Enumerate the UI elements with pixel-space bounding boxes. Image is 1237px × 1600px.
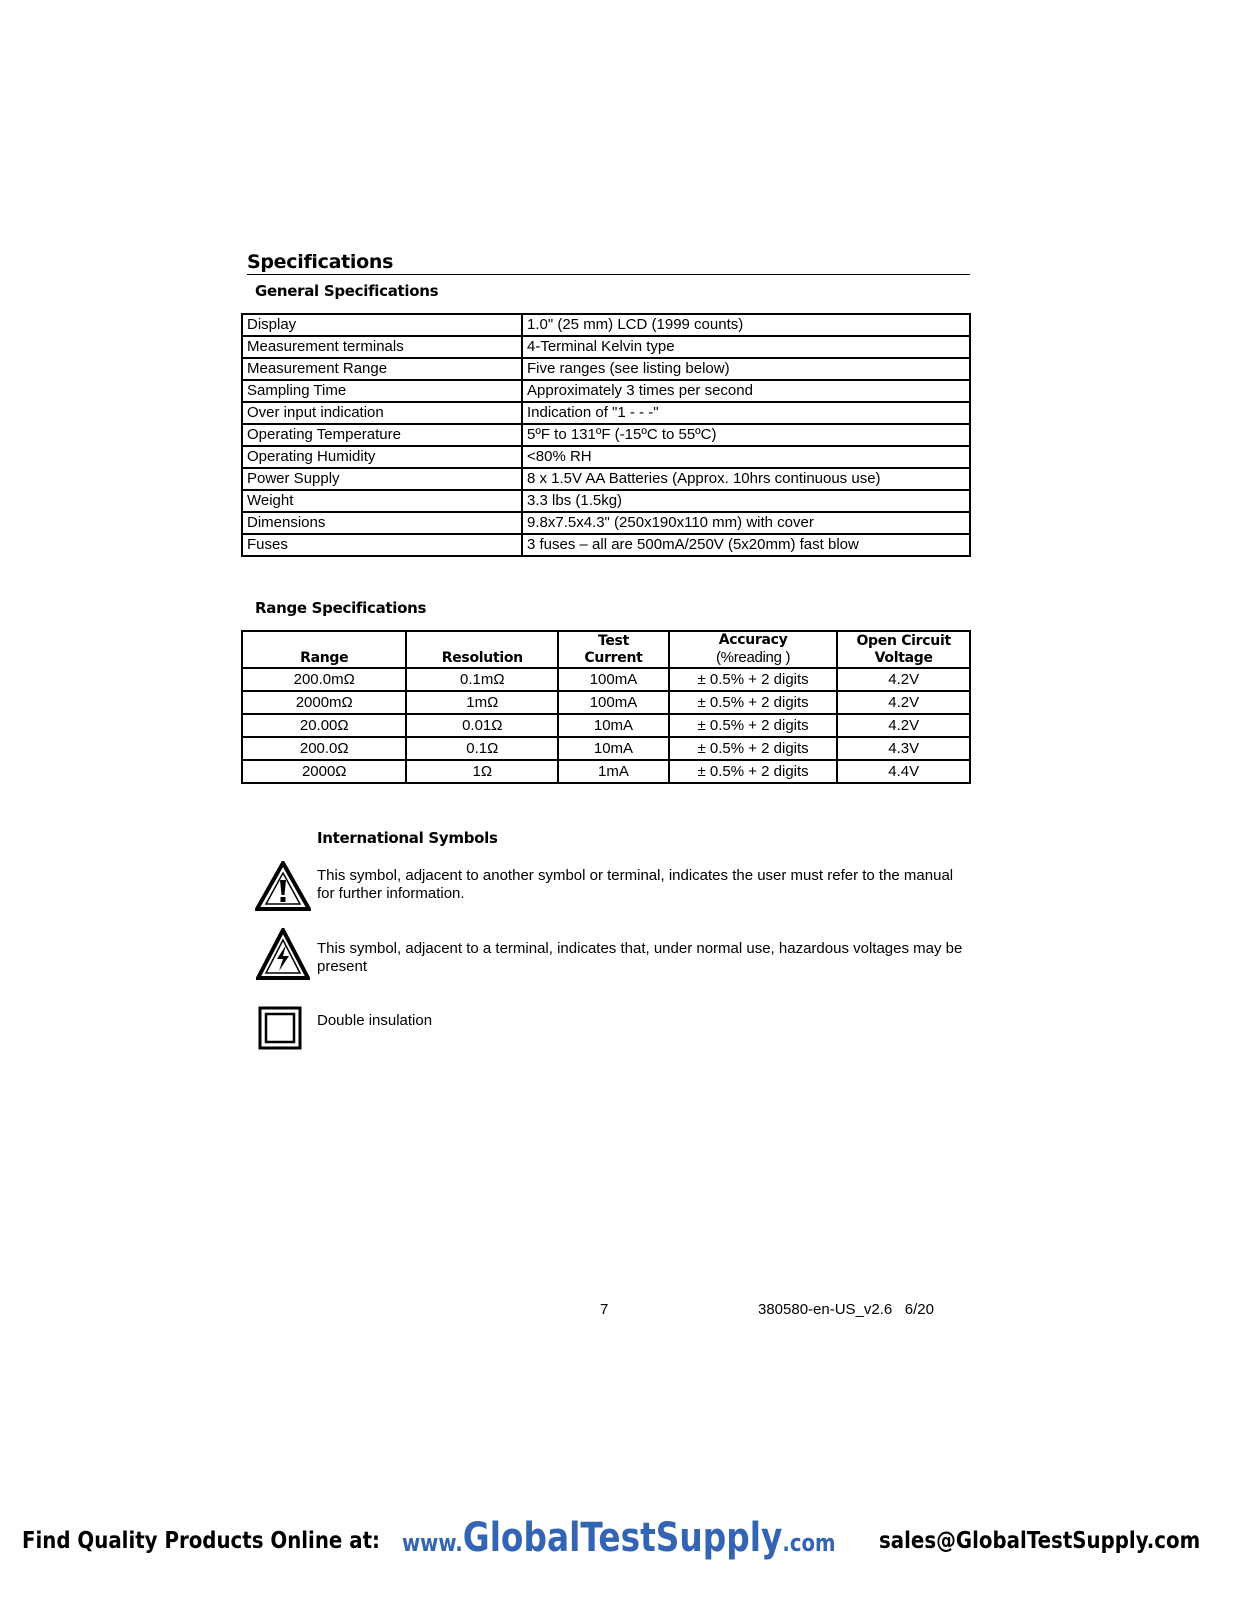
spec-label: Power Supply — [242, 468, 522, 490]
spec-value: 4-Terminal Kelvin type — [522, 336, 970, 358]
spec-label: Operating Humidity — [242, 446, 522, 468]
range-specs-table — [241, 630, 971, 784]
general-specs-title: General Specifications — [255, 282, 439, 300]
spec-label: Dimensions — [242, 512, 522, 534]
header-range: Range — [242, 631, 406, 668]
spec-label: Fuses — [242, 534, 522, 556]
range-cell: 200.0Ω — [242, 737, 406, 760]
section-title: Specifications — [247, 250, 970, 275]
spec-label: Over input indication — [242, 402, 522, 424]
range-cell: 20.00Ω — [242, 714, 406, 737]
spec-label: Display — [242, 314, 522, 336]
accuracy-cell: ± 0.5% + 2 digits — [669, 737, 837, 760]
spec-row — [242, 424, 970, 446]
spec-value: Indication of "1 - - -" — [522, 402, 970, 424]
open-circuit-cell: 4.4V — [837, 760, 970, 783]
spec-value: 1.0" (25 mm) LCD (1999 counts) — [522, 314, 970, 336]
symbols-title: International Symbols — [317, 829, 498, 847]
test-current-cell: 100mA — [558, 691, 669, 714]
resolution-cell: 0.1Ω — [406, 737, 558, 760]
test-current-cell: 100mA — [558, 668, 669, 691]
general-specs-table — [241, 313, 971, 557]
header-acc-line2: (%reading ) — [715, 649, 791, 666]
spec-row — [242, 358, 970, 380]
spec-row — [242, 512, 970, 534]
header-ocv-line2: Voltage — [874, 650, 933, 666]
spec-value: Five ranges (see listing below) — [522, 358, 970, 380]
spec-value: 8 x 1.5V AA Batteries (Approx. 10hrs continuous use) — [522, 468, 970, 490]
spec-row — [242, 336, 970, 358]
range-header-row — [242, 631, 970, 668]
open-circuit-cell: 4.2V — [837, 668, 970, 691]
spec-row — [242, 380, 970, 402]
range-cell: 200.0mΩ — [242, 668, 406, 691]
resolution-cell: 0.01Ω — [406, 714, 558, 737]
document-id: 380580-en-US_v2.6 6/20 — [758, 1301, 934, 1318]
range-cell: 2000Ω — [242, 760, 406, 783]
double-insulation-text: Double insulation — [317, 1012, 433, 1029]
resolution-cell: 1mΩ — [406, 691, 558, 714]
double-insulation-icon — [258, 1006, 302, 1050]
page-number: 7 — [600, 1301, 609, 1318]
spec-row — [242, 446, 970, 468]
accuracy-cell: ± 0.5% + 2 digits — [669, 668, 837, 691]
header-accuracy — [669, 631, 837, 668]
footer-site-name: GlobalTestSupply — [462, 1515, 783, 1561]
range-row — [242, 760, 970, 783]
range-row — [242, 691, 970, 714]
spec-row — [242, 402, 970, 424]
spec-label: Measurement Range — [242, 358, 522, 380]
header-test-line1: Test — [597, 633, 629, 649]
spec-value: 3 fuses – all are 500mA/250V (5x20mm) fast blow — [522, 534, 970, 556]
spec-value: 9.8x7.5x4.3" (250x190x110 mm) with cover — [522, 512, 970, 534]
test-current-cell: 10mA — [558, 714, 669, 737]
high-voltage-icon — [256, 928, 310, 980]
range-specs-title: Range Specifications — [255, 599, 427, 617]
spec-value: Approximately 3 times per second — [522, 380, 970, 402]
spec-label: Operating Temperature — [242, 424, 522, 446]
footer-website-link[interactable] — [402, 1515, 836, 1561]
footer-email-link[interactable]: sales@GlobalTestSupply.com — [879, 1528, 1201, 1554]
spec-label: Measurement terminals — [242, 336, 522, 358]
spec-value: 3.3 lbs (1.5kg) — [522, 490, 970, 512]
footer-com: .com — [782, 1529, 836, 1557]
footer-find-text: Find Quality Products Online at: — [22, 1528, 380, 1554]
caution-symbol-text: This symbol, adjacent to another symbol or terminal, indicates the user must refer to the manual for further information. — [317, 867, 954, 902]
test-current-cell: 1mA — [558, 760, 669, 783]
range-row — [242, 714, 970, 737]
spec-row — [242, 490, 970, 512]
test-current-cell: 10mA — [558, 737, 669, 760]
spec-row — [242, 314, 970, 336]
voltage-symbol-text: This symbol, adjacent to a terminal, indicates that, under normal use, hazardous voltages may be present — [317, 940, 963, 975]
accuracy-cell: ± 0.5% + 2 digits — [669, 714, 837, 737]
header-ocv-line1: Open Circuit — [856, 633, 951, 649]
header-test-current — [558, 631, 669, 668]
range-row — [242, 668, 970, 691]
open-circuit-cell: 4.2V — [837, 691, 970, 714]
spec-label: Sampling Time — [242, 380, 522, 402]
header-open-circuit — [837, 631, 970, 668]
spec-row — [242, 468, 970, 490]
spec-value: <80% RH — [522, 446, 970, 468]
accuracy-cell: ± 0.5% + 2 digits — [669, 760, 837, 783]
open-circuit-cell: 4.3V — [837, 737, 970, 760]
range-row — [242, 737, 970, 760]
resolution-cell: 1Ω — [406, 760, 558, 783]
warning-triangle-icon — [255, 861, 311, 911]
accuracy-cell: ± 0.5% + 2 digits — [669, 691, 837, 714]
spec-row — [242, 534, 970, 556]
header-test-line2: Current — [584, 650, 643, 666]
spec-value: 5ºF to 131ºF (-15ºC to 55ºC) — [522, 424, 970, 446]
footer-www: www. — [402, 1529, 463, 1557]
header-resolution: Resolution — [406, 631, 558, 668]
resolution-cell: 0.1mΩ — [406, 668, 558, 691]
open-circuit-cell: 4.2V — [837, 714, 970, 737]
header-acc-line1: Accuracy — [718, 632, 788, 648]
range-cell: 2000mΩ — [242, 691, 406, 714]
spec-label: Weight — [242, 490, 522, 512]
